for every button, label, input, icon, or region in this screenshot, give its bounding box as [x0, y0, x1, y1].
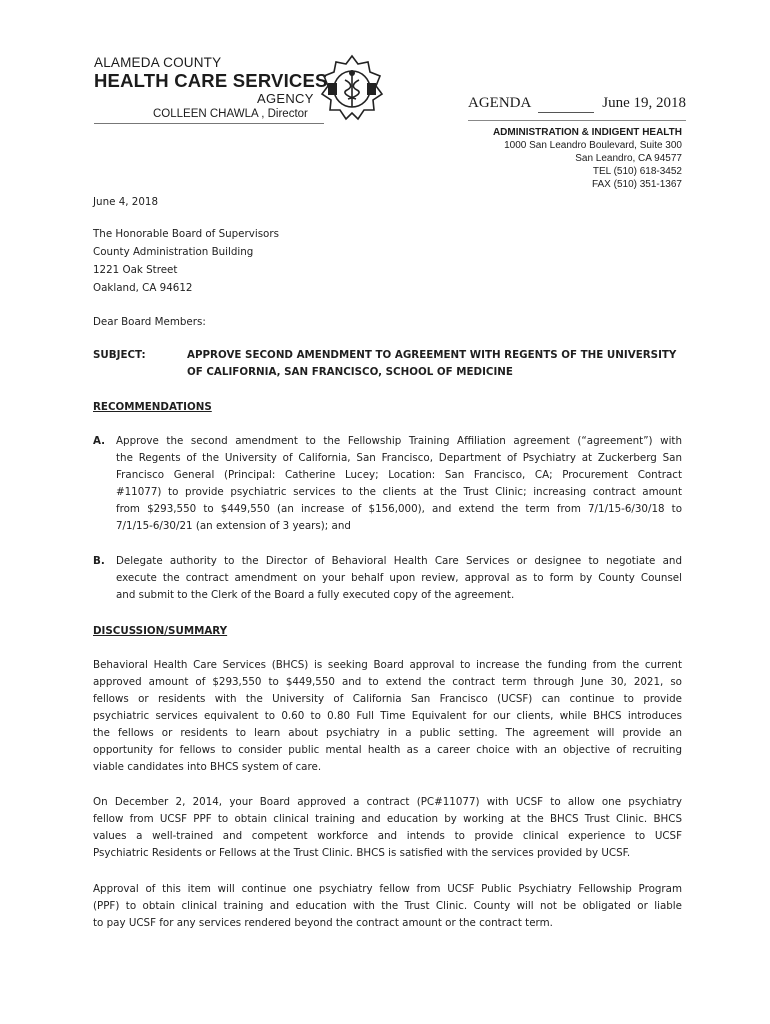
recipient-line: Oakland, CA 94612 — [93, 282, 193, 294]
recommendation-a-line: Approve the second amendment to the Fellowship Training Affiliation agreement (“agreement”) with — [116, 435, 682, 447]
recipient-line: 1221 Oak Street — [93, 264, 178, 276]
recommendation-a-line: 7/1/15-6/30/21 (an extension of 3 years); and — [116, 520, 351, 532]
discussion-p1-line: approved amount of $293,550 to $449,550 and to extend the contract term through June 30, 2021, so — [93, 676, 682, 688]
agenda-label: AGENDA — [468, 95, 532, 111]
recommendation-a-line: the Regents of the University of California, San Francisco, Department of Psychiatry at Zuckerberg San — [116, 452, 682, 464]
address-street: 1000 San Leandro Boulevard, Suite 300 — [504, 140, 682, 151]
recommendation-b-marker: B. — [93, 555, 105, 567]
recommendations-heading: RECOMMENDATIONS — [93, 401, 212, 413]
discussion-p2-line: values a well-trained and competent workforce and intends to provide clinical experience to UCSF — [93, 830, 682, 842]
letterhead-county: ALAMEDA COUNTY — [94, 55, 222, 70]
recommendation-b-line: execute the contract amendment on your behalf upon review, approval as to form by County Counsel — [116, 572, 682, 584]
discussion-p1-line: the fellows or residents to learn about psychiatry in a public setting. The agreement will provide an — [93, 727, 682, 739]
discussion-p3-line: (PPF) to obtain clinical training and education with the Trust Clinic. County will not be obligated or liable — [93, 900, 682, 912]
discussion-p2-line: Psychiatric Residents or Fellows at the Trust Clinic. BHCS is satisfied with the services provided by UCSF. — [93, 847, 631, 859]
letterhead-agency: AGENCY — [257, 91, 314, 106]
discussion-p1-line: viable candidates into BHCS system of care. — [93, 761, 322, 773]
letter-date: June 4, 2018 — [93, 196, 158, 208]
discussion-p1-line: opportunity for fellows to consider public mental health as a career choice with an objective of recruiting — [93, 744, 682, 756]
salutation: Dear Board Members: — [93, 316, 206, 328]
recommendation-a-marker: A. — [93, 435, 106, 447]
discussion-heading: DISCUSSION/SUMMARY — [93, 625, 228, 637]
address-tel: TEL (510) 618-3452 — [592, 166, 682, 177]
agenda-date: June 19, 2018 — [602, 95, 686, 111]
discussion-p2-line: fellow from UCSF PPF to obtain clinical training and education by working at the BHCS Trust Clinic. BHCS — [93, 813, 682, 825]
recipient-line: County Administration Building — [93, 246, 254, 258]
discussion-p1-line: fellows or residents with the University of California San Francisco (UCSF) can continue to provide — [93, 693, 682, 705]
subject-line: OF CALIFORNIA, SAN FRANCISCO, SCHOOL OF MEDICINE — [187, 366, 513, 378]
recommendation-a-line: #11077) to provide psychiatric services to the clients at the Trust Clinic; increasing contract amount — [116, 486, 682, 498]
discussion-p1-line: Behavioral Health Care Services (BHCS) is seeking Board approval to increase the funding from the current — [93, 659, 682, 671]
address-fax: FAX (510) 351-1367 — [591, 179, 682, 190]
subject-line: APPROVE SECOND AMENDMENT TO AGREEMENT WITH REGENTS OF THE UNIVERSITY — [187, 349, 677, 361]
address-city: San Leandro, CA 94577 — [575, 153, 682, 164]
recommendation-b-line: and submit to the Clerk of the Board a fully executed copy of the agreement. — [116, 589, 515, 601]
address-division: ADMINISTRATION & INDIGENT HEALTH — [492, 127, 682, 138]
discussion-p2-line: On December 2, 2014, your Board approved a contract (PC#11077) with UCSF to allow one psychiatry — [93, 796, 682, 808]
subject-label: SUBJECT: — [93, 349, 146, 361]
letterhead-department: HEALTH CARE SERVICES — [94, 70, 328, 91]
recommendation-a-line: Francisco General (Principal: Catherine Lucey; Location: San Francisco, CA; Procurement Contract — [116, 469, 682, 481]
discussion-p3-line: Approval of this item will continue one psychiatry fellow from UCSF Public Psychiatry Fellowship Program — [93, 883, 682, 895]
discussion-p3-line: to pay UCSF for any services rendered beyond the contract amount or the contract term. — [93, 917, 553, 929]
discussion-p1-line: psychiatric services equivalent to 0.60 to 0.80 Full Time Equivalent for our clients, while BHCS introduces — [93, 710, 682, 722]
letterhead-director: COLLEEN CHAWLA , Director — [153, 108, 308, 120]
recommendation-a-line: from $293,550 to $449,550 (an increase of $156,000), and extend the term from 7/1/15-6/30/18 to — [116, 503, 682, 515]
recommendation-b-line: Delegate authority to the Director of Behavioral Health Care Services or designee to negotiate and — [116, 555, 682, 567]
recipient-line: The Honorable Board of Supervisors — [93, 228, 279, 240]
